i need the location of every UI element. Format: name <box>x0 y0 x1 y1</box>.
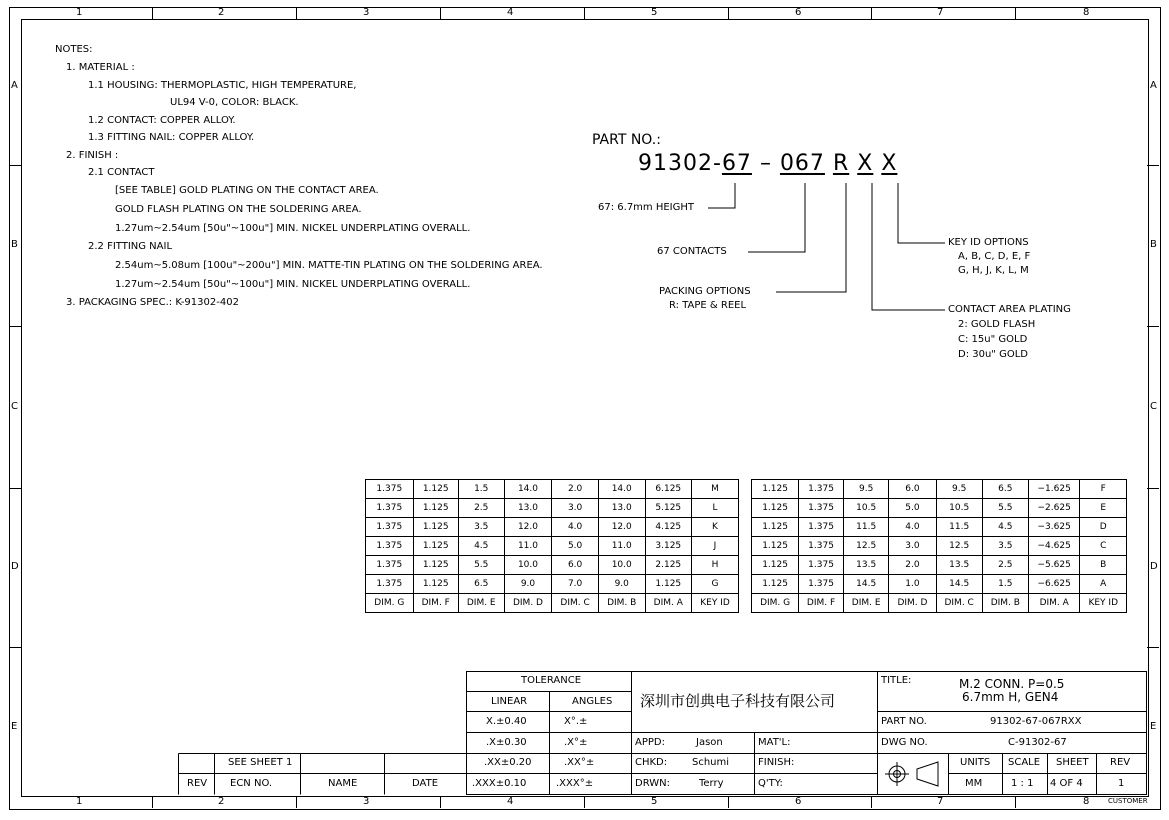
table-cell: B <box>1080 556 1127 575</box>
zone-col-label: 3 <box>363 796 370 807</box>
table-cell: G <box>692 575 739 594</box>
drawing-title-1: M.2 CONN. P=0.5 <box>959 677 1065 691</box>
tol-linear: .XXX±0.10 <box>472 778 527 789</box>
note-line: 1.27um~2.54um [50u"~100u"] MIN. NICKEL UNDERPLATING OVERALL. <box>115 223 471 234</box>
table-cell: 3.5 <box>458 518 504 537</box>
zone-divider <box>1147 165 1159 166</box>
part-no-height-code: 67 <box>721 151 752 176</box>
units-value: MM <box>965 778 983 789</box>
table-cell: 1.125 <box>752 537 799 556</box>
table-cell: 1.375 <box>799 499 844 518</box>
tol-angle: .X°± <box>564 737 588 748</box>
table-cell: 13.0 <box>598 499 645 518</box>
table-cell: 1.125 <box>413 556 458 575</box>
table-cell: 11.0 <box>598 537 645 556</box>
table-cell: 10.0 <box>598 556 645 575</box>
zone-col-label: 2 <box>218 7 225 18</box>
table-cell: 6.125 <box>645 480 692 499</box>
table-cell: 2.125 <box>645 556 692 575</box>
table-cell: C <box>1080 537 1127 556</box>
table-cell: D <box>1080 518 1127 537</box>
note-line: 2. FINISH : <box>66 150 119 161</box>
zone-divider <box>871 7 872 19</box>
part-no-field-label: PART NO. <box>881 716 927 727</box>
table-cell: DIM. C <box>936 594 982 613</box>
table-cell: 12.5 <box>936 537 982 556</box>
zone-divider <box>1147 647 1159 648</box>
zone-divider <box>296 7 297 19</box>
table-cell: 6.0 <box>889 480 936 499</box>
zone-col-label: 3 <box>363 7 370 18</box>
table-cell: 13.5 <box>843 556 888 575</box>
table-cell: 1.375 <box>799 556 844 575</box>
dwg-no-label: DWG NO. <box>881 737 928 748</box>
part-no-key-code: X <box>881 151 898 176</box>
zone-divider <box>9 326 21 327</box>
appd-name: Jason <box>696 737 723 748</box>
sheet-value: 4 OF 4 <box>1050 778 1083 789</box>
table-cell: 5.125 <box>645 499 692 518</box>
table-cell: DIM. B <box>982 594 1028 613</box>
zone-col-label: 1 <box>76 7 83 18</box>
table-cell: 1.0 <box>889 575 936 594</box>
table-cell: DIM. C <box>552 594 599 613</box>
part-no-label: PART NO.: <box>592 132 661 148</box>
tol-linear: X.±0.40 <box>486 716 527 727</box>
table-cell: DIM. F <box>799 594 844 613</box>
table-cell: A <box>1080 575 1127 594</box>
table-cell: F <box>1080 480 1127 499</box>
note-line: 1.2 CONTACT: COPPER ALLOY. <box>88 115 236 126</box>
note-line: 2.54um~5.08um [100u"~200u"] MIN. MATTE-TIN PLATING ON THE SOLDERING AREA. <box>115 260 543 271</box>
notes-heading: NOTES: <box>55 44 93 55</box>
ecn-header: ECN NO. <box>230 778 273 789</box>
zone-col-label: 5 <box>651 796 658 807</box>
key-option-1: A, B, C, D, E, F <box>958 251 1031 262</box>
zone-divider <box>9 488 21 489</box>
zone-col-label: 7 <box>937 7 944 18</box>
table-cell: 1.375 <box>366 518 414 537</box>
zone-col-label: 6 <box>795 7 802 18</box>
zone-row-label: E <box>1150 721 1157 732</box>
tol-angle: X°.± <box>564 716 588 727</box>
table-cell: 5.0 <box>889 499 936 518</box>
plating-option-3: D: 30u" GOLD <box>958 349 1028 360</box>
drwn-label: DRWN: <box>635 778 670 789</box>
table-cell: 10.0 <box>504 556 552 575</box>
table-cell: 1.125 <box>752 480 799 499</box>
part-no-contacts-code: 067 <box>779 151 825 176</box>
zone-divider <box>728 7 729 19</box>
zone-col-label: 1 <box>76 796 83 807</box>
table-cell: 2.5 <box>982 556 1028 575</box>
table-cell: DIM. E <box>458 594 504 613</box>
table-cell: 2.5 <box>458 499 504 518</box>
table-cell: 11.5 <box>843 518 888 537</box>
note-line: 1.1 HOUSING: THERMOPLASTIC, HIGH TEMPERATURE, <box>88 80 357 91</box>
note-line: [SEE TABLE] GOLD PLATING ON THE CONTACT AREA. <box>115 185 379 196</box>
table-cell: 4.125 <box>645 518 692 537</box>
zone-divider <box>9 647 21 648</box>
zone-col-label: 7 <box>937 796 944 807</box>
key-option-2: G, H, J, K, L, M <box>958 265 1029 276</box>
height-desc: 67: 6.7mm HEIGHT <box>598 202 695 213</box>
part-no-dash: – <box>759 151 772 176</box>
table-cell: DIM. D <box>889 594 936 613</box>
note-line: 3. PACKAGING SPEC.: K-91302-402 <box>66 297 239 308</box>
table-cell: 4.0 <box>889 518 936 537</box>
table-cell: 5.5 <box>982 499 1028 518</box>
table-cell: 10.5 <box>936 499 982 518</box>
zone-divider <box>871 796 872 808</box>
note-line: 1. MATERIAL : <box>66 62 135 73</box>
zone-col-label: 4 <box>507 796 514 807</box>
dwg-no: C-91302-67 <box>1008 737 1067 748</box>
tol-linear: .XX±0.20 <box>484 757 532 768</box>
table-cell: 4.5 <box>458 537 504 556</box>
angles-header: ANGLES <box>572 696 613 707</box>
table-cell: 2.0 <box>889 556 936 575</box>
table-cell: −2.625 <box>1028 499 1080 518</box>
table-cell: J <box>692 537 739 556</box>
table-cell: K <box>692 518 739 537</box>
table-cell: 1.125 <box>752 575 799 594</box>
table-cell: DIM. G <box>752 594 799 613</box>
tol-linear: .X±0.30 <box>486 737 527 748</box>
table-cell: 9.0 <box>598 575 645 594</box>
plating-option-1: 2: GOLD FLASH <box>958 319 1036 330</box>
note-line: 1.27um~2.54um [50u"~100u"] MIN. NICKEL UNDERPLATING OVERALL. <box>115 279 471 290</box>
part-no-packing-code: R <box>832 151 850 176</box>
table-cell: 1.375 <box>366 575 414 594</box>
table-cell: H <box>692 556 739 575</box>
table-cell: 13.5 <box>936 556 982 575</box>
table-cell: 1.375 <box>366 537 414 556</box>
tolerance-title: TOLERANCE <box>521 675 582 686</box>
zone-divider <box>1015 796 1016 808</box>
table-cell: 3.125 <box>645 537 692 556</box>
zone-col-label: 2 <box>218 796 225 807</box>
plating-option-2: C: 15u" GOLD <box>958 334 1028 345</box>
scale-value: 1 : 1 <box>1011 778 1034 789</box>
linear-header: LINEAR <box>491 696 528 707</box>
zone-divider <box>296 796 297 808</box>
table-cell: DIM. A <box>1028 594 1080 613</box>
zone-col-label: 8 <box>1083 7 1090 18</box>
sheet-label: SHEET <box>1056 757 1089 768</box>
table-cell: −3.625 <box>1028 518 1080 537</box>
zone-divider <box>1147 326 1159 327</box>
note-line: 2.1 CONTACT <box>88 167 155 178</box>
appd-label: APPD: <box>635 737 665 748</box>
tol-angle: .XXX°± <box>556 778 594 789</box>
table-cell: 5.5 <box>458 556 504 575</box>
zone-row-label: A <box>1150 80 1157 91</box>
table-cell: DIM. F <box>413 594 458 613</box>
zone-row-label: C <box>1150 401 1157 412</box>
table-cell: 1.375 <box>799 537 844 556</box>
table-cell: 1.125 <box>413 575 458 594</box>
rev-header: REV <box>187 778 208 789</box>
table-cell: 1.375 <box>366 480 414 499</box>
table-cell: 3.0 <box>552 499 599 518</box>
table-cell: M <box>692 480 739 499</box>
table-cell: 6.5 <box>982 480 1028 499</box>
table-cell: 13.0 <box>504 499 552 518</box>
table-cell: 1.125 <box>413 499 458 518</box>
table-cell: 1.375 <box>366 556 414 575</box>
table-cell: 9.5 <box>843 480 888 499</box>
table-cell: 12.0 <box>504 518 552 537</box>
zone-col-label: 6 <box>795 796 802 807</box>
part-no-field: 91302-67-067RXX <box>990 716 1082 727</box>
table-cell: 4.5 <box>982 518 1028 537</box>
table-cell: DIM. E <box>843 594 888 613</box>
table-cell: DIM. B <box>598 594 645 613</box>
table-cell: 1.125 <box>752 499 799 518</box>
drwn-name: Terry <box>699 778 724 789</box>
date-header: DATE <box>412 778 439 789</box>
zone-divider <box>584 796 585 808</box>
zone-divider <box>152 7 153 19</box>
zone-row-label: D <box>1150 561 1158 572</box>
table-cell: −4.625 <box>1028 537 1080 556</box>
zone-col-label: 5 <box>651 7 658 18</box>
table-cell: 14.5 <box>843 575 888 594</box>
tol-angle: .XX°± <box>564 757 595 768</box>
table-cell: DIM. D <box>504 594 552 613</box>
packing-title: PACKING OPTIONS <box>659 286 751 297</box>
table-cell: 12.5 <box>843 537 888 556</box>
table-cell: 1.375 <box>366 499 414 518</box>
note-line: 1.3 FITTING NAIL: COPPER ALLOY. <box>88 132 255 143</box>
table-cell: 1.125 <box>413 537 458 556</box>
table-cell: 1.375 <box>799 575 844 594</box>
packing-option: R: TAPE & REEL <box>669 300 747 311</box>
table-cell: 5.0 <box>552 537 599 556</box>
table-cell: L <box>692 499 739 518</box>
note-line: UL94 V-0, COLOR: BLACK. <box>170 97 299 108</box>
table-cell: 9.0 <box>504 575 552 594</box>
zone-divider <box>728 796 729 808</box>
table-cell: 12.0 <box>598 518 645 537</box>
see-sheet: SEE SHEET 1 <box>228 757 293 768</box>
units-label: UNITS <box>960 757 991 768</box>
name-header: NAME <box>328 778 358 789</box>
table-cell: 11.0 <box>504 537 552 556</box>
chkd-label: CHKD: <box>635 757 668 768</box>
zone-row-label: E <box>11 721 18 732</box>
drawing-title-2: 6.7mm H, GEN4 <box>962 690 1059 704</box>
table-cell: 1.125 <box>413 518 458 537</box>
zone-row-label: A <box>11 80 18 91</box>
title-label: TITLE: <box>881 675 912 686</box>
part-no-base: 91302- <box>638 151 722 176</box>
zone-divider <box>9 165 21 166</box>
zone-divider <box>440 796 441 808</box>
table-cell: 3.5 <box>982 537 1028 556</box>
table-cell: E <box>1080 499 1127 518</box>
zone-col-label: 4 <box>507 7 514 18</box>
zone-row-label: D <box>11 561 19 572</box>
table-cell: DIM. G <box>366 594 414 613</box>
table-cell: 6.0 <box>552 556 599 575</box>
material-label: MAT'L: <box>758 737 791 748</box>
table-cell: 10.5 <box>843 499 888 518</box>
table-cell: −5.625 <box>1028 556 1080 575</box>
part-no-plating-code: X <box>857 151 874 176</box>
plating-title: CONTACT AREA PLATING <box>948 304 1071 315</box>
table-cell: 3.0 <box>889 537 936 556</box>
table-cell: −1.625 <box>1028 480 1080 499</box>
table-cell: 14.0 <box>504 480 552 499</box>
finish-label: FINISH: <box>758 757 795 768</box>
table-cell: 1.125 <box>413 480 458 499</box>
scale-label: SCALE <box>1008 757 1041 768</box>
table-cell: 14.5 <box>936 575 982 594</box>
table-cell: 1.5 <box>982 575 1028 594</box>
qty-label: Q'TY: <box>758 778 783 789</box>
table-cell: −6.625 <box>1028 575 1080 594</box>
table-cell: 1.125 <box>752 556 799 575</box>
company-name: 深圳市创典电子科技有限公司 <box>640 692 836 710</box>
zone-row-label: C <box>11 401 18 412</box>
table-cell: 14.0 <box>598 480 645 499</box>
table-cell: 2.0 <box>552 480 599 499</box>
zone-divider <box>1147 488 1159 489</box>
rev-label: REV <box>1110 757 1131 768</box>
customer-label: CUSTOMER <box>1108 797 1148 805</box>
zone-divider <box>584 7 585 19</box>
table-cell: 4.0 <box>552 518 599 537</box>
note-line: GOLD FLASH PLATING ON THE SOLDERING AREA. <box>115 204 362 215</box>
table-cell: KEY ID <box>692 594 739 613</box>
zone-divider <box>152 796 153 808</box>
table-cell: 9.5 <box>936 480 982 499</box>
zone-row-label: B <box>1150 239 1157 250</box>
rev-value: 1 <box>1118 778 1125 789</box>
table-cell: DIM. A <box>645 594 692 613</box>
table-cell: 1.125 <box>645 575 692 594</box>
table-cell: 7.0 <box>552 575 599 594</box>
zone-divider <box>1015 7 1016 19</box>
chkd-name: Schumi <box>692 757 730 768</box>
table-cell: 6.5 <box>458 575 504 594</box>
table-cell: 11.5 <box>936 518 982 537</box>
table-cell: 1.125 <box>752 518 799 537</box>
note-line: 2.2 FITTING NAIL <box>88 241 173 252</box>
zone-row-label: B <box>11 239 18 250</box>
zone-col-label: 8 <box>1083 796 1090 807</box>
table-cell: 1.375 <box>799 518 844 537</box>
key-title: KEY ID OPTIONS <box>948 237 1029 248</box>
table-cell: KEY ID <box>1080 594 1127 613</box>
table-cell: 1.5 <box>458 480 504 499</box>
table-cell: 1.375 <box>799 480 844 499</box>
zone-divider <box>440 7 441 19</box>
contacts-desc: 67 CONTACTS <box>657 246 727 257</box>
